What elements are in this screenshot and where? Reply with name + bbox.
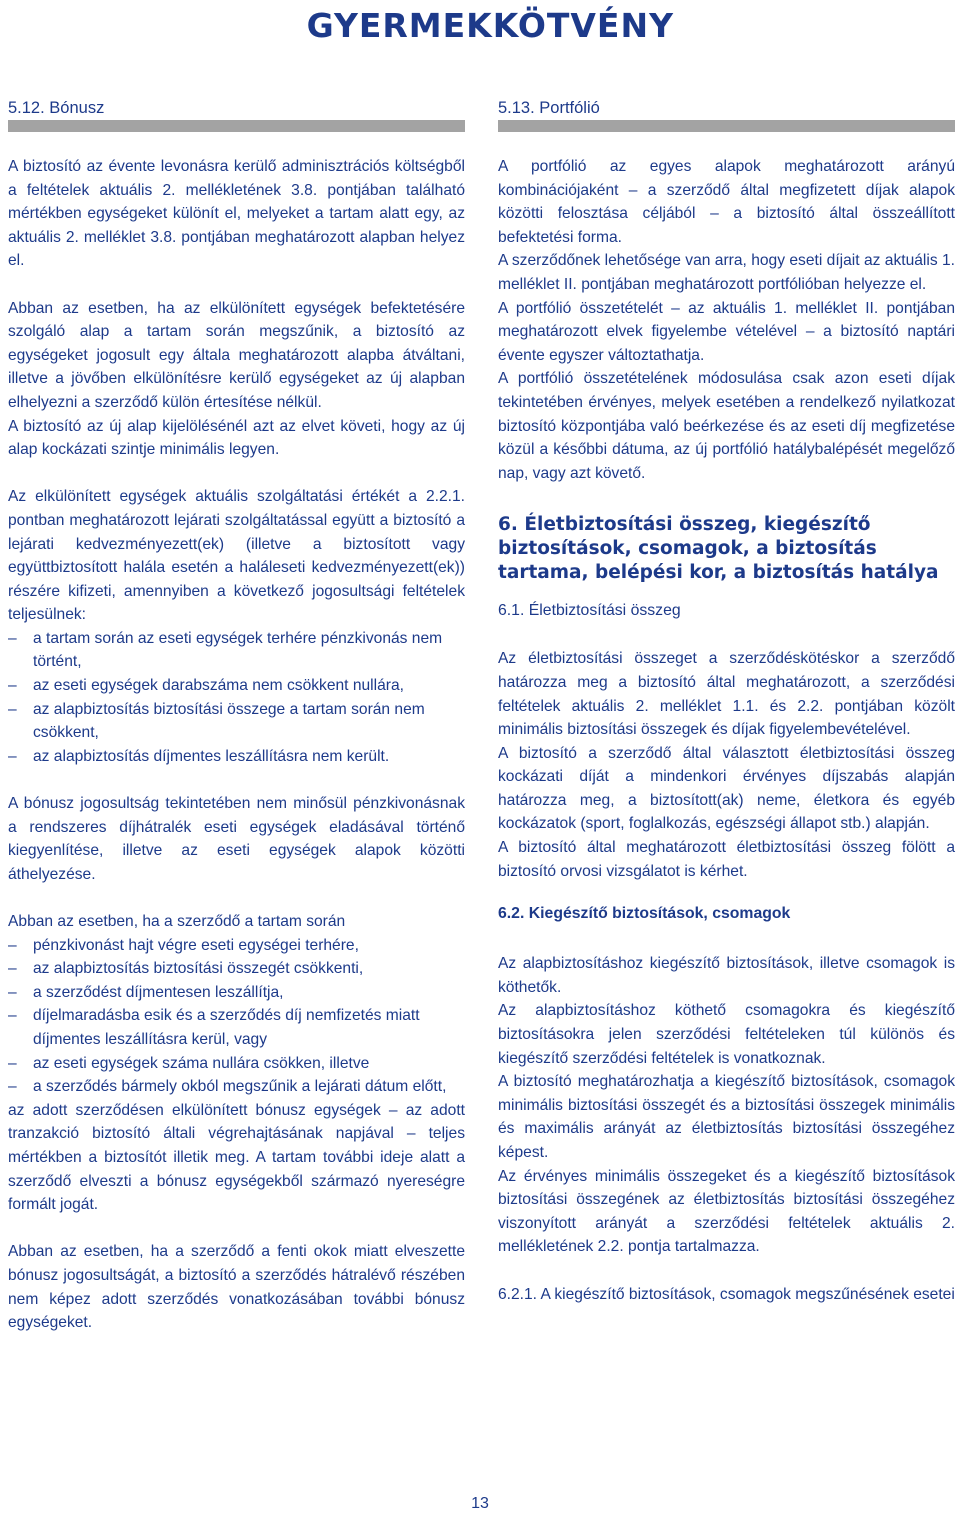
paragraph: 6.2.1. A kiegészítő biztosítások, csomagok megszűnésének esetei xyxy=(498,1285,955,1303)
paragraph: az adott szerződésen elkülönített bónusz egységek – az adott tranzakció biztosító általi végrehajtásának napjával – teljes mértékben a biztosítót illetik meg. A tartam további ideje alatt a szerződő elveszti a bónusz egységekből származó nyereségre formált jogát. xyxy=(8,1101,465,1214)
paragraph: Az alapbiztosításhoz köthető csomagokra és kiegészítő biztosításokra jelen szerződési feltételeken túl különös és kiegészítő szerződési feltételek is vonatkoznak. xyxy=(498,1002,955,1067)
right-column xyxy=(498,96,955,1306)
paragraph: A biztosító meghatározhatja a kiegészítő biztosítások, csomagok minimális biztosítási összegét és a biztosítási összegek minimális és maximális arányát az életbiztosítás biztosítási összegéhez képest. xyxy=(498,1073,955,1161)
paragraph: A biztosító az új alap kijelölésénél azt az elvet követi, hogy az új alap kockázati szintje minimális legyen. xyxy=(8,417,465,459)
list-item: – a tartam során az eseti egységek terhére pénzkivonás nem történt, xyxy=(8,627,465,674)
list-item: – az eseti egységek darabszáma nem csökkent nullára, xyxy=(8,674,465,698)
event-list xyxy=(8,934,465,1099)
list-item: – díjelmaradásba esik és a szerződés díj nemfizetés miatt díjmentes leszállításra kerül, vagy xyxy=(8,1004,465,1051)
list-item: – az eseti egységek száma nullára csökken, illetve xyxy=(8,1052,465,1076)
paragraph: A portfólió az egyes alapok meghatározott arányú kombinációjaként – a szerződő által megfizetett díjak alapok közötti felosztása céljából – a biztosító által összeállított befektetési forma. xyxy=(498,158,955,246)
paragraph: A portfólió összetételét – az aktuális 1. melléklet II. pontjában meghatározott elvek figyelembe vételével – a biztosító naptári évente egyszer változtathatja. xyxy=(498,299,955,364)
paragraph: Az elkülönített egységek aktuális szolgáltatási értékét a 2.2.1. pontban meghatározott lejárati szolgáltatással együtt a biztosító a lejárati kedvezményezett(ek) (illetve a biztosított vagy együttbiztosított halála esetén a haláleseti kedvezményezett(ek)) részére kifizeti, amennyiben a következő jogosultsági feltételek teljesülnek: xyxy=(8,488,465,624)
section-heading-portfolio: 5.13. Portfólió xyxy=(498,99,600,117)
page-number: 13 xyxy=(471,1495,489,1512)
section-heading-6-2: 6.2. Kiegészítő biztosítások, csomagok xyxy=(498,905,791,923)
section-heading-bonus: 5.12. Bónusz xyxy=(8,99,105,117)
paragraph: A szerződőnek lehetősége van arra, hogy eseti díjait az aktuális 1. melléklet II. pontjában meghatározott portfólióban helyezze el. xyxy=(498,252,955,293)
paragraph: A biztosító a szerződő által választott életbiztosítási összeg kockázati díját a mindenkori érvényes díjszabás alapján határozza meg, a biztosított(ak) neme, életkora és egyéb kockázatok (sport, foglalkozás, egészségi állapot stb.) alapján. xyxy=(498,744,955,833)
list-item: – az alapbiztosítás biztosítási összege a tartam során nem csökkent, xyxy=(8,698,465,745)
paragraph: Abban az esetben, ha az elkülönített egységek befektetésére szolgáló alap a tartam során megszűnik, a biztosító az egységeket jogosult egy általa meghatározott alapba átváltani, illetve a jövőben elkülönítésre kerülő egységeket az új alapban elhelyezni a szerződő külön értesítése nélkül. xyxy=(8,299,465,411)
document-title: GYERMEKKÖTVÉNY xyxy=(306,6,674,45)
paragraph: Abban az esetben, ha a szerződő a tartam során xyxy=(8,913,346,930)
section-divider-bar xyxy=(8,120,465,132)
paragraph: A portfólió összetételének módosulása csak azon eseti díjak tekintetében érvényes, melyek esetében a rendelkező nyilatkozat biztosító központjába való beérkezése és az eseti díj megfizetése közül a későbbi dátuma, az új portfólió hatálybalépését megelőző nap, vagy azt követő. xyxy=(498,370,955,482)
paragraph: Az alapbiztosításhoz kiegészítő biztosítások, illetve csomagok is köthetők. xyxy=(498,955,955,996)
section-heading-6-1: 6.1. Életbiztosítási összeg xyxy=(498,602,681,620)
left-column xyxy=(8,96,465,1335)
list-item: – a szerződést díjmentesen leszállítja, xyxy=(8,981,465,1005)
chapter-heading-6: 6. Életbiztosítási összeg, kiegészítő biztosítások, csomagok, a biztosítás tartama, belépési kor, a biztosítás hatálya xyxy=(498,514,939,584)
paragraph: Abban az esetben, ha a szerződő a fenti okok miatt elveszette bónusz jogosultságát, a biztosító a szerződés hátralévő részében nem képez adott szerződés vonatkozásában további bónusz egységeket. xyxy=(8,1243,465,1332)
list-item: – az alapbiztosítás díjmentes leszállításra nem került. xyxy=(8,745,465,769)
list-item: – az alapbiztosítás biztosítási összegét csökkenti, xyxy=(8,957,465,981)
paragraph: Az érvényes minimális összegeket és a kiegészítő biztosítások biztosítási összegének az életbiztosítás biztosítási összegéhez viszonyított arányát a szerződési feltételek aktuális 2. mellékletének 2.2. pontja tartalmazza. xyxy=(498,1167,955,1256)
list-item: – pénzkivonást hajt végre eseti egységei terhére, xyxy=(8,934,465,958)
section-divider-bar xyxy=(498,120,955,132)
list-item: – a szerződés bármely okból megszűnik a lejárati dátum előtt, xyxy=(8,1075,465,1099)
paragraph: Az életbiztosítási összeget a szerződéskötéskor a szerződő határozza meg a biztosító által meghatározott, a szerződési feltételek aktuális 2. melléklet 1.1. és 2.2. pontjában közölt minimális biztosítási összegek és díjak figyelembevételével. xyxy=(498,650,955,739)
condition-list xyxy=(8,627,465,769)
paragraph: A biztosító által meghatározott életbiztosítási összeg fölött a biztosító orvosi vizsgálatot is kérhet. xyxy=(498,839,955,880)
paragraph: A bónusz jogosultság tekintetében nem minősül pénzkivonásnak a rendszeres díjhátralék eseti egységek eladásával történő kiegyenlítése, illetve az eseti egységek alapok közötti áthelyezése. xyxy=(8,795,465,883)
paragraph: A biztosító az évente levonásra kerülő adminisztrációs költségből a feltételek aktuális 2. mellékletének 3.8. pontjában található mértékben egységeket különít el, melyeket a tartam alatt egy, az aktuális 2. melléklet 3.8. pontjában meghatározott alapban helyez el. xyxy=(8,158,465,270)
